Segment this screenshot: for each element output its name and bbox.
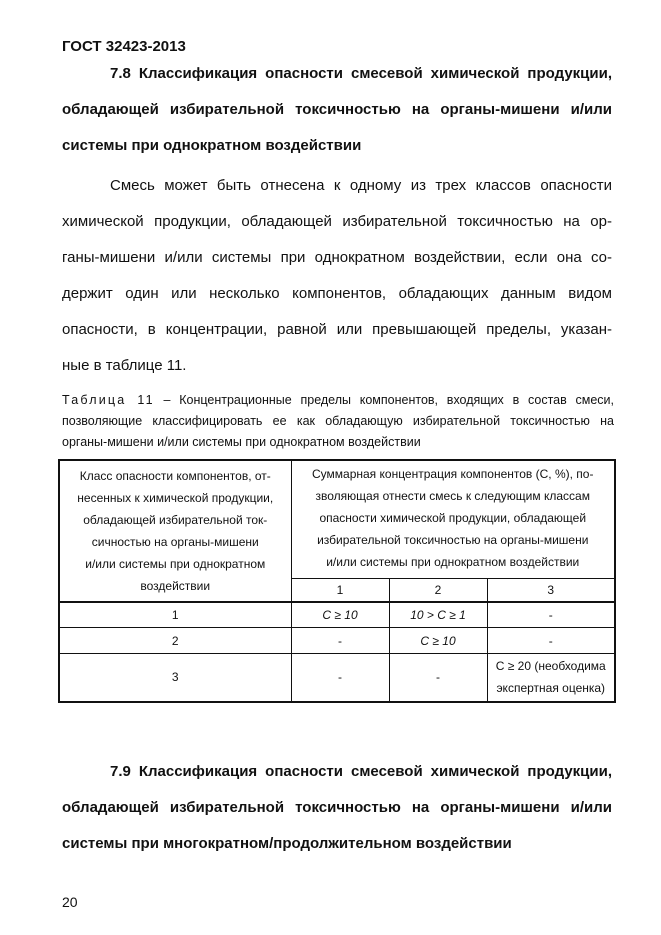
section-7-9-title — [62, 754, 612, 862]
header-line: воздействии — [140, 578, 211, 593]
cell-value: - — [487, 602, 615, 628]
section-7-9-title-line: системы при многократном/продолжительном воздействии — [62, 835, 512, 852]
cell-text: С ≥ 10 — [322, 607, 358, 622]
caption-text: – Концентрационные пределы компонентов, входящих в состав смеси, — [154, 393, 615, 407]
header-line: Суммарная концентрация компонентов (С, %), по- — [312, 467, 594, 481]
table-row — [59, 628, 615, 654]
cell-value — [487, 654, 615, 702]
header-line: опасности химической продукции, обладающей — [319, 511, 587, 525]
header-line: и/или системы при однократном воздействии — [326, 555, 580, 569]
subheader-class-2: 2 — [389, 578, 487, 602]
concentration-table — [58, 459, 616, 703]
header-line: зволяющая отнести смесь к следующим классам — [315, 489, 590, 503]
header-total-concentration — [291, 460, 615, 578]
caption-line: позволяющие классифицировать ее как обладающую избирательной токсичностью на — [62, 414, 614, 428]
caption-line: органы-мишени и/или системы при однократном воздействии — [62, 435, 421, 449]
paragraph-line: химической продукции, обладающей избирательной токсичностью на ор- — [62, 213, 612, 230]
cell-value — [389, 628, 487, 654]
cell-value: - — [487, 628, 615, 654]
cell-text: С ≥ 20 (необходима — [495, 659, 606, 674]
cell-value: - — [291, 628, 389, 654]
header-hazard-class — [59, 460, 291, 602]
caption-line — [62, 390, 614, 411]
table-row — [59, 602, 615, 628]
paragraph-line: опасности, в концентрации, равной или превышающей пределы, указан- — [62, 321, 612, 338]
header-line: сичностью на органы-мишени — [91, 534, 259, 549]
subheader-class-3: 3 — [487, 578, 615, 602]
section-7-8-title-line: обладающей избирательной токсичностью на органы-мишени и/или — [62, 101, 612, 118]
header-line: несенных к химической продукции, — [77, 490, 274, 505]
body-paragraph — [62, 168, 612, 384]
section-7-8-title — [62, 56, 612, 164]
table-caption — [62, 390, 614, 453]
paragraph-line: Смесь может быть отнесена к одному из трех классов опасности — [110, 177, 612, 194]
header-line: обладающей избирательной ток- — [83, 512, 268, 527]
paragraph-line: держит один или несколько компонентов, обладающих данным видом — [62, 285, 612, 302]
table-row — [59, 654, 615, 702]
paragraph-line: ные в таблице 11. — [62, 357, 187, 374]
cell-class: 3 — [59, 654, 291, 702]
page-number: 20 — [62, 894, 78, 910]
section-7-8-title-line: системы при однократном воздействии — [62, 137, 362, 154]
header-line: и/или системы при однократном — [85, 556, 266, 571]
section-7-9-title-line: 7.9 Классификация опасности смесевой химической продукции, — [110, 763, 612, 780]
paragraph-line: ганы-мишени и/или системы при однократном воздействии, если она со- — [62, 249, 612, 266]
cell-value: - — [291, 654, 389, 702]
header-line: Класс опасности компонентов, от- — [79, 468, 271, 483]
section-7-8-title-line: 7.8 Классификация опасности смесевой химической продукции, — [110, 65, 612, 82]
cell-class: 2 — [59, 628, 291, 654]
subheader-class-1: 1 — [291, 578, 389, 602]
cell-value — [291, 602, 389, 628]
section-7-9-title-line: обладающей избирательной токсичностью на органы-мишени и/или — [62, 799, 612, 816]
cell-class: 1 — [59, 602, 291, 628]
document-code: ГОСТ 32423-2013 — [62, 38, 186, 55]
cell-value — [389, 602, 487, 628]
cell-text: экспертная оценка) — [496, 681, 606, 696]
cell-value: - — [389, 654, 487, 702]
cell-text: 10 > С ≥ 1 — [410, 607, 466, 622]
caption-label: Таблица 11 — [62, 393, 155, 407]
cell-text: С ≥ 10 — [420, 633, 456, 648]
header-line: избирательной токсичностью на органы-мишени — [317, 533, 589, 547]
